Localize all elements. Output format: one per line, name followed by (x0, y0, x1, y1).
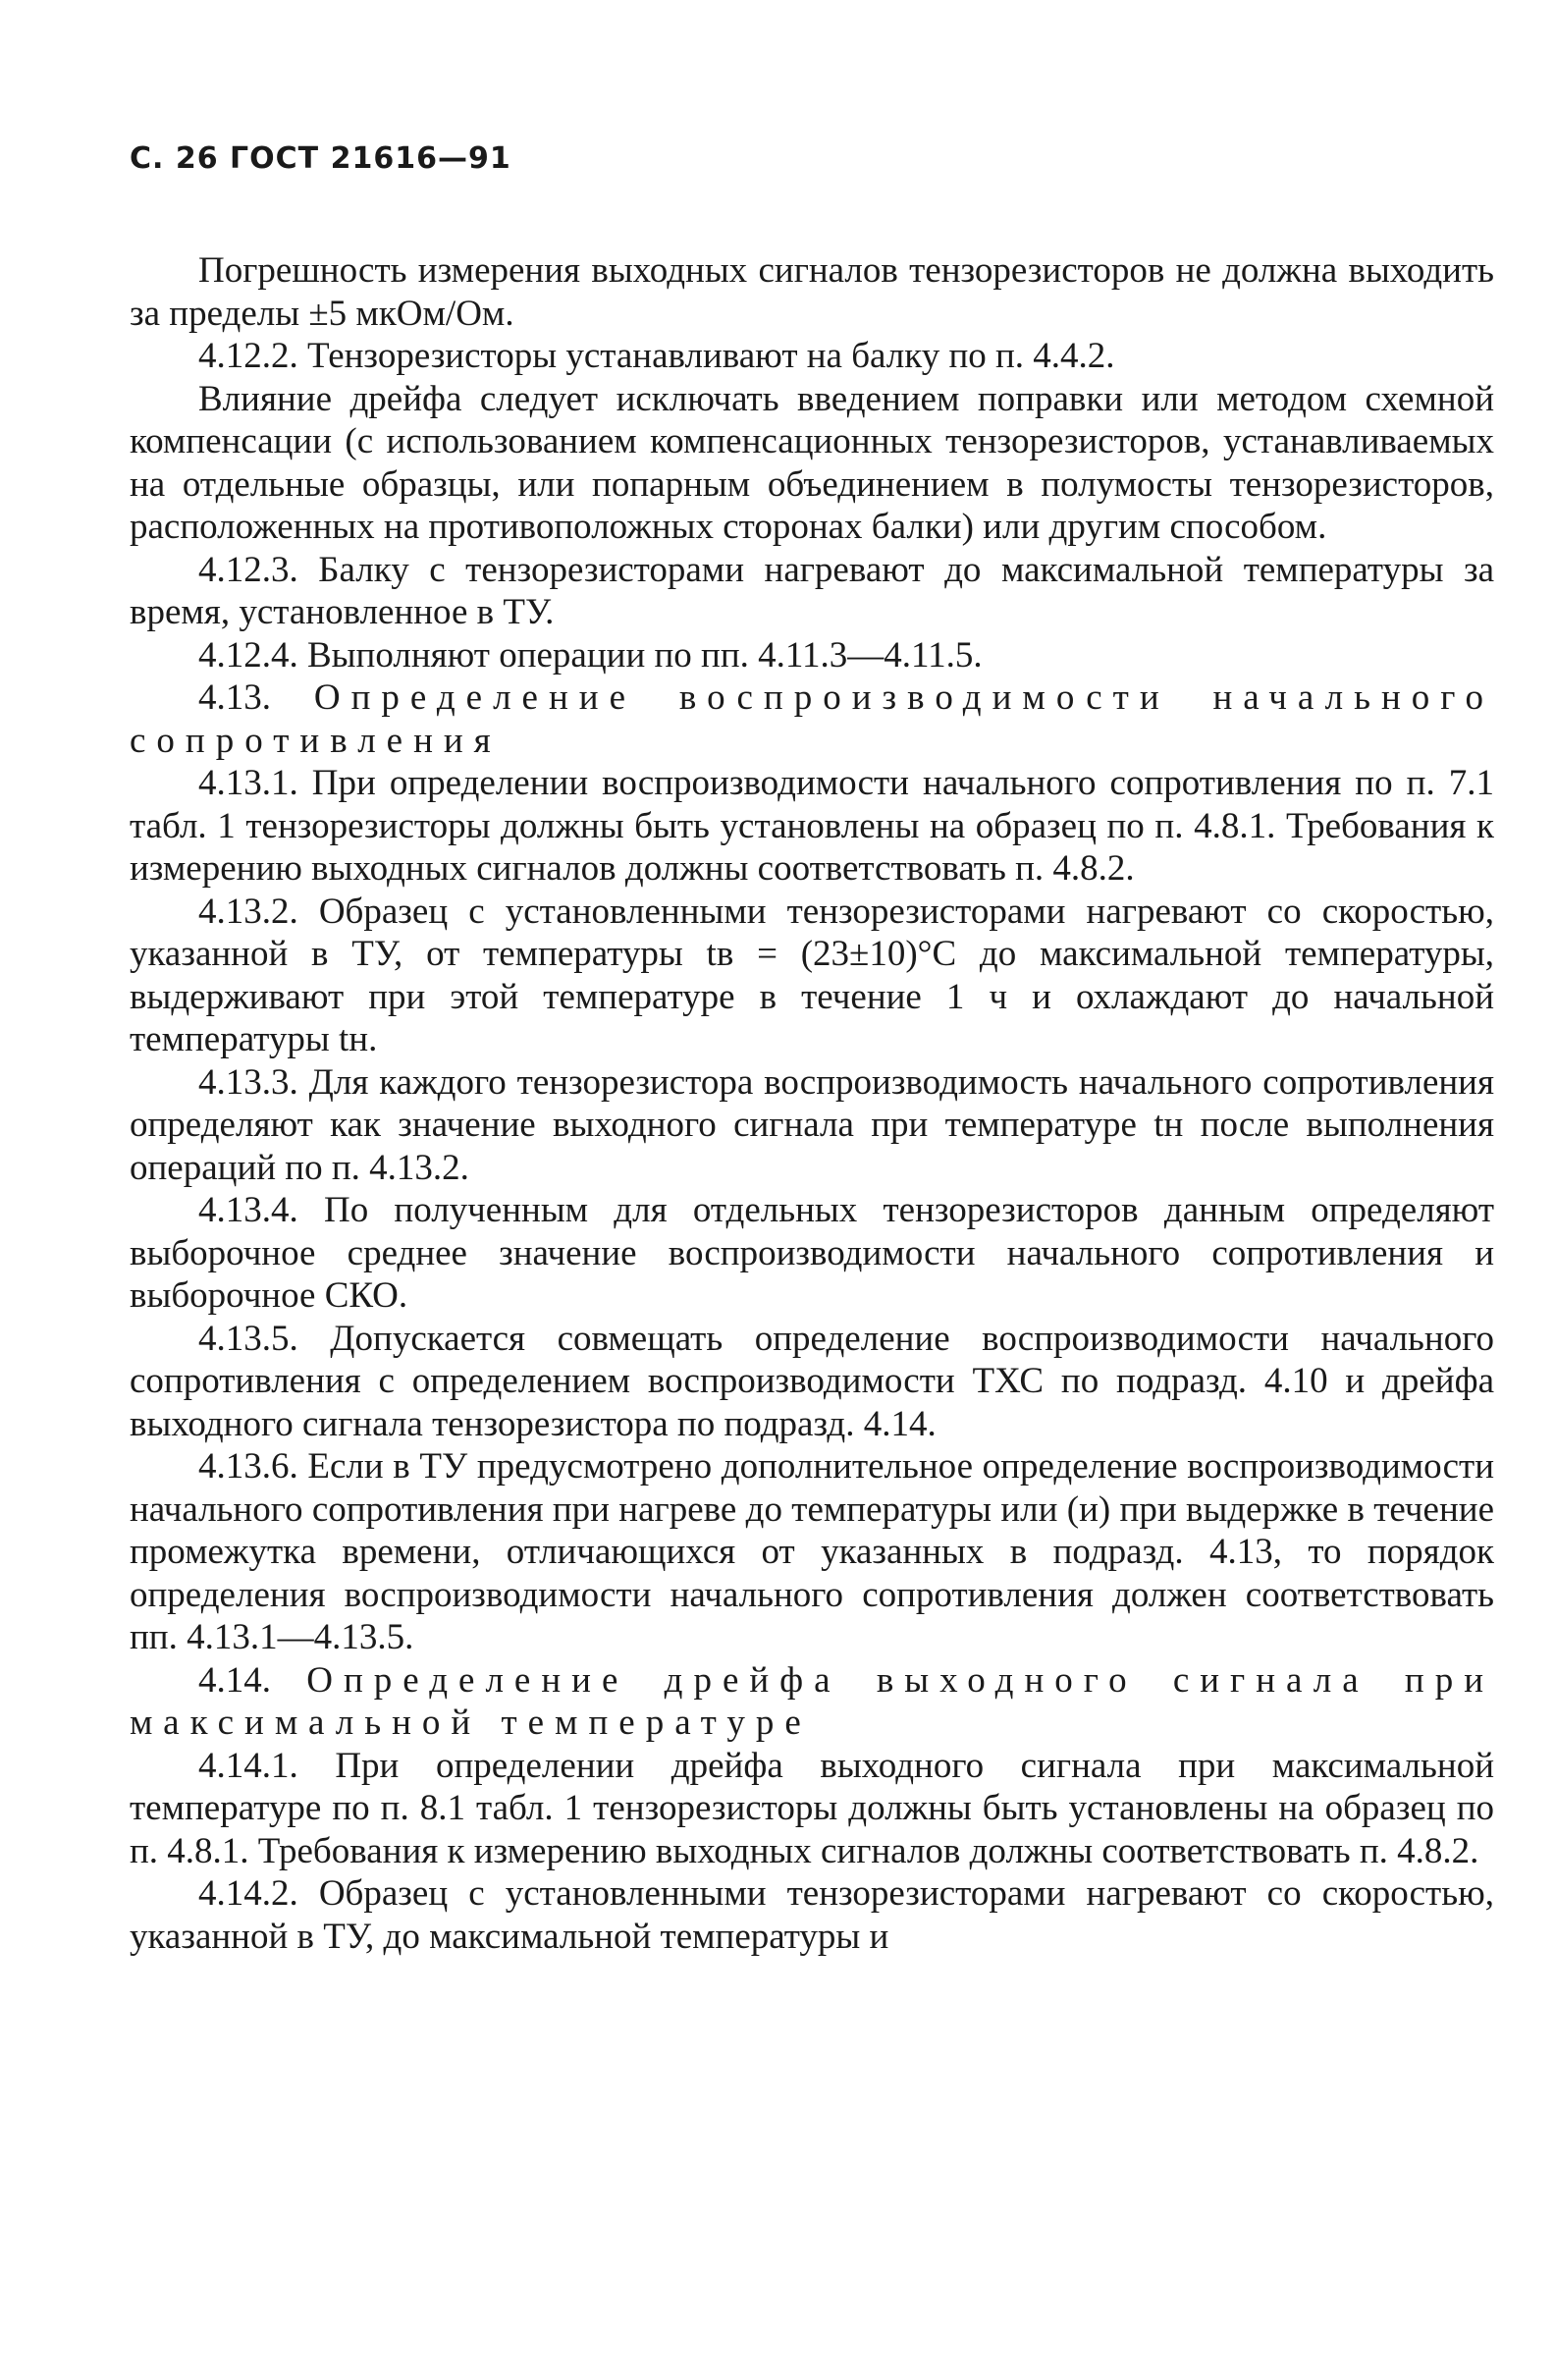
section-heading-4-13 (130, 676, 1494, 762)
section-title: Определение дрейфа выходного сигнала при максимальной температуре (130, 1659, 1495, 1743)
section-number: 4.14. (198, 1659, 271, 1701)
running-head: С. 26 ГОСТ 21616—91 (130, 141, 511, 176)
paragraph-4-13-6: 4.13.6. Если в ТУ предусмотрено дополнительное определение воспроизводимости начального сопротивления при нагреве до температуры или (и) при выдержке в течение промежутка времени, отличающихся от указанных в подразд. 4.13, то порядок определения воспроизводимости начального сопротивления должен соответствовать пп. 4.13.1—4.13.5. (130, 1446, 1494, 1657)
paragraph-4-14-1: 4.14.1. При определении дрейфа выходного сигнала при максимальной температуре по п. 8.1 табл. 1 тензорезисторы должны быть установлены на образец по п. 4.8.1. Требования к измерению выходных сигналов должны соответствовать п. 4.8.2. (130, 1745, 1494, 1871)
section-number: 4.13. (198, 677, 271, 718)
section-heading-4-14 (130, 1659, 1494, 1745)
paragraph-4-13-4: 4.13.4. По полученным для отдельных тензорезисторов данным определяют выборочное среднее значение воспроизводимости начального сопротивления и выборочное СКО. (130, 1190, 1494, 1316)
section-title: Определение воспроизводимости начального сопротивления (130, 677, 1495, 761)
paragraph-4-14-2: 4.14.2. Образец с установленными тензорезисторами нагревают со скоростью, указанной в ТУ, до максимальной температуры и (130, 1873, 1494, 1957)
paragraph-4-12-3: 4.12.3. Балку с тензорезисторами нагревают до максимальной температуры за время, установленное в ТУ. (130, 549, 1494, 632)
paragraph-4-12-2: 4.12.2. Тензорезисторы устанавливают на балку по п. 4.4.2. (198, 336, 1115, 376)
document-body (130, 249, 1494, 1958)
paragraph-4-13-5: 4.13.5. Допускается совмещать определение воспроизводимости начального сопротивления с определением воспроизводимости ТХС по подразд. 4.10 и дрейфа выходного сигнала тензорезистора по подразд. 4.14. (130, 1318, 1494, 1444)
paragraph-4-13-2: 4.13.2. Образец с установленными тензорезисторами нагревают со скоростью, указанной в ТУ, от температуры tв = (23±10)°C до максимальной температуры, выдерживают при этой температуре в течение 1 ч и охлаждают до начальной температуры tн. (130, 891, 1494, 1059)
paragraph-drift-influence: Влияние дрейфа следует исключать введением поправки или методом схемной компенсации (с использованием компенсационных тензорезисторов, устанавливаемых на отдельные образцы, или попарным объединением в полумосты тензорезисторов, расположенных на противоположных сторонах балки) или другим способом. (130, 378, 1494, 547)
paragraph-4-13-1: 4.13.1. При определении воспроизводимости начального сопротивления по п. 7.1 табл. 1 тензорезисторы должны быть установлены на образец по п. 4.8.1. Требования к измерению выходных сигналов должны соответствовать п. 4.8.2. (130, 763, 1494, 889)
paragraph-4-13-3: 4.13.3. Для каждого тензорезистора воспроизводимость начального сопротивления определяют как значение выходного сигнала при температуре tн после выполнения операций по п. 4.13.2. (130, 1061, 1494, 1188)
paragraph-4-12-4: 4.12.4. Выполняют операции по пп. 4.11.3—4.11.5. (198, 634, 983, 676)
document-page (130, 137, 1494, 1958)
paragraph-4-12-1-tail: Погрешность измерения выходных сигналов тензорезисторов не должна выходить за пределы ±5 мкОм/Ом. (130, 250, 1494, 334)
